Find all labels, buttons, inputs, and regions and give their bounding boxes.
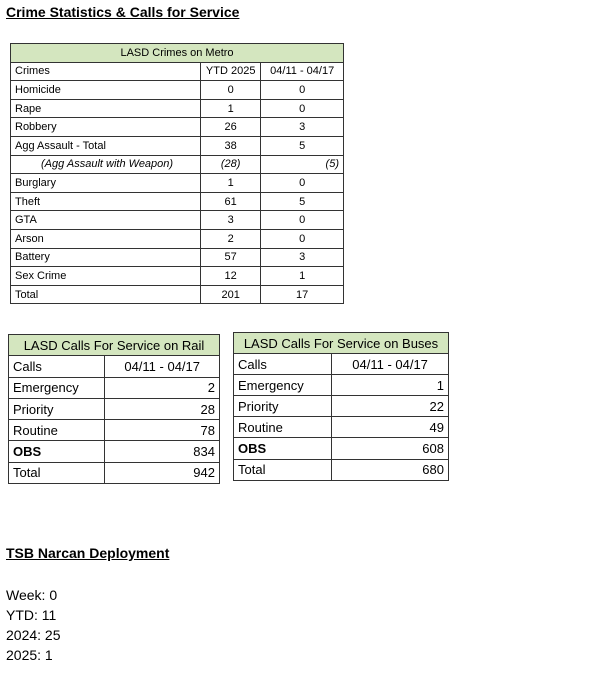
bus-calls-table — [233, 332, 449, 481]
crime-week: (5) — [261, 155, 344, 174]
call-label: Emergency — [234, 375, 332, 396]
table-row — [9, 377, 220, 398]
page-title: Crime Statistics & Calls for Service — [6, 4, 240, 20]
table-title: LASD Calls For Service on Rail — [9, 335, 220, 356]
table-row — [234, 417, 449, 438]
crime-week: 3 — [261, 118, 344, 137]
call-label: Priority — [234, 396, 332, 417]
crime-week: 0 — [261, 81, 344, 100]
crime-label: (Agg Assault with Weapon) — [11, 155, 201, 174]
call-value: 49 — [332, 417, 449, 438]
call-label: Total — [9, 462, 105, 483]
column-header-row — [9, 356, 220, 377]
crime-week: 3 — [261, 248, 344, 267]
table-row — [11, 248, 344, 267]
table-row — [9, 398, 220, 419]
rail-calls-table — [8, 334, 220, 484]
column-header: 04/11 - 04/17 — [105, 356, 220, 377]
crime-ytd: 201 — [200, 285, 260, 304]
call-value: 28 — [105, 398, 220, 419]
crimes-table — [10, 43, 344, 304]
column-header: Crimes — [11, 62, 201, 81]
table-row — [11, 136, 344, 155]
call-label: OBS — [234, 438, 332, 459]
crime-label: Rape — [11, 99, 201, 118]
column-header-row — [234, 354, 449, 375]
call-value: 942 — [105, 462, 220, 483]
call-value: 680 — [332, 459, 449, 480]
table-title: LASD Calls For Service on Buses — [234, 333, 449, 354]
table-row — [11, 118, 344, 137]
crime-label: Homicide — [11, 81, 201, 100]
narcan-2024: 2024: 25 — [6, 627, 61, 643]
crime-ytd: (28) — [200, 155, 260, 174]
table-title-row — [9, 335, 220, 356]
narcan-ytd: YTD: 11 — [6, 607, 57, 623]
call-label: Routine — [234, 417, 332, 438]
call-value: 2 — [105, 377, 220, 398]
column-header: 04/11 - 04/17 — [332, 354, 449, 375]
call-value: 834 — [105, 441, 220, 462]
table-row — [11, 211, 344, 230]
table-title: LASD Crimes on Metro — [11, 44, 344, 63]
crime-label: Battery — [11, 248, 201, 267]
call-label: Emergency — [9, 377, 105, 398]
table-row — [234, 375, 449, 396]
crime-ytd: 3 — [200, 211, 260, 230]
table-row — [11, 229, 344, 248]
table-title-row — [234, 333, 449, 354]
crime-ytd: 26 — [200, 118, 260, 137]
table-row-total — [11, 285, 344, 304]
table-row-total — [9, 462, 220, 483]
call-label: Total — [234, 459, 332, 480]
column-header: YTD 2025 — [200, 62, 260, 81]
table-row — [11, 174, 344, 193]
table-row — [11, 81, 344, 100]
crime-label: Total — [11, 285, 201, 304]
column-header: 04/11 - 04/17 — [261, 62, 344, 81]
crime-ytd: 2 — [200, 229, 260, 248]
call-label: Routine — [9, 420, 105, 441]
crime-label: Arson — [11, 229, 201, 248]
crime-label: Robbery — [11, 118, 201, 137]
call-value: 78 — [105, 420, 220, 441]
table-row — [11, 267, 344, 286]
call-value: 22 — [332, 396, 449, 417]
table-row — [234, 396, 449, 417]
table-row — [234, 438, 449, 459]
table-row-subtotal — [11, 155, 344, 174]
table-row — [11, 192, 344, 211]
table-row — [9, 420, 220, 441]
narcan-week: Week: 0 — [6, 587, 58, 603]
table-row — [9, 441, 220, 462]
narcan-stats — [6, 585, 61, 665]
crime-ytd: 1 — [200, 99, 260, 118]
crime-week: 1 — [261, 267, 344, 286]
column-header-row — [11, 62, 344, 81]
crime-ytd: 61 — [200, 192, 260, 211]
crime-ytd: 12 — [200, 267, 260, 286]
table-row — [11, 99, 344, 118]
crime-label: Agg Assault - Total — [11, 136, 201, 155]
crime-ytd: 38 — [200, 136, 260, 155]
column-header: Calls — [234, 354, 332, 375]
crime-label: GTA — [11, 211, 201, 230]
crime-label: Theft — [11, 192, 201, 211]
narcan-heading: TSB Narcan Deployment — [6, 545, 170, 561]
call-value: 1 — [332, 375, 449, 396]
crime-ytd: 1 — [200, 174, 260, 193]
crime-week: 0 — [261, 174, 344, 193]
table-title-row — [11, 44, 344, 63]
call-value: 608 — [332, 438, 449, 459]
crime-week: 0 — [261, 99, 344, 118]
crime-ytd: 57 — [200, 248, 260, 267]
crime-label: Burglary — [11, 174, 201, 193]
crime-week: 17 — [261, 285, 344, 304]
crime-label: Sex Crime — [11, 267, 201, 286]
crime-week: 0 — [261, 211, 344, 230]
call-label: OBS — [9, 441, 105, 462]
narcan-2025: 2025: 1 — [6, 647, 53, 663]
column-header: Calls — [9, 356, 105, 377]
call-label: Priority — [9, 398, 105, 419]
crime-week: 5 — [261, 192, 344, 211]
crime-week: 0 — [261, 229, 344, 248]
table-row-total — [234, 459, 449, 480]
crime-week: 5 — [261, 136, 344, 155]
crime-ytd: 0 — [200, 81, 260, 100]
